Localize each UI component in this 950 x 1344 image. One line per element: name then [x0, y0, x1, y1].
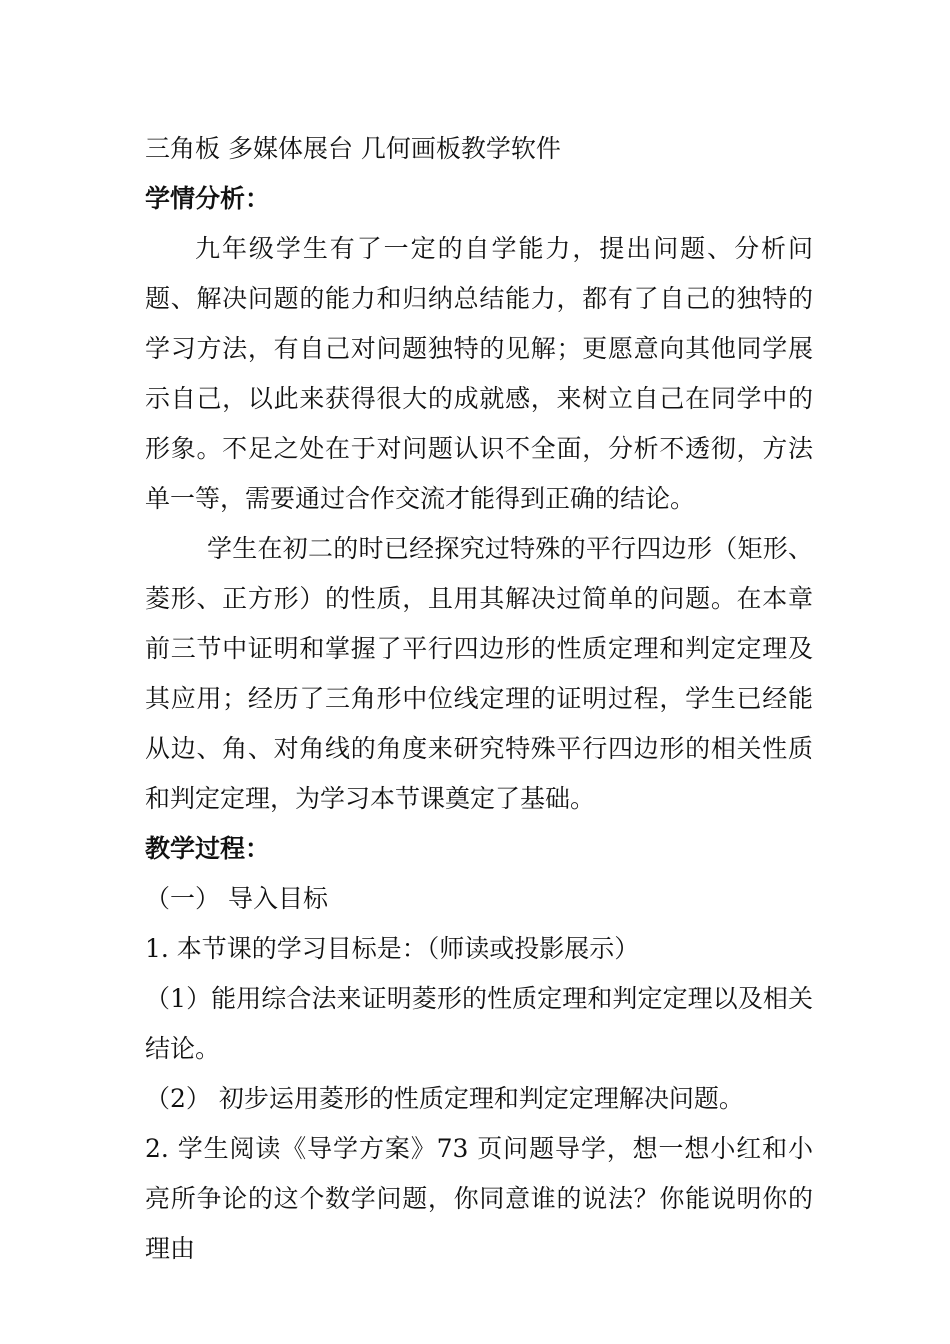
teaching-process-heading: 教学过程：	[145, 834, 271, 863]
learning-analysis-heading: 学情分析：	[145, 184, 271, 213]
item-1-learning-goals: 1. 本节课的学习目标是：（师读或投影展示）	[145, 934, 640, 963]
document-body	[145, 124, 813, 1274]
step-1-title: （一） 导入目标	[145, 884, 328, 913]
goal-1: （1）能用综合法来证明菱形的性质定理和判定定理以及相关结论。	[145, 984, 813, 1063]
learning-analysis-paragraph-1: 九年级学生有了一定的自学能力，提出问题、分析问题、解决问题的能力和归纳总结能力，都有了自己的独特的学习方法，有自己对问题独特的见解；更愿意向其他同学展示自己，以此来获得很大的成就感，来树立自己在同学中的形象。不足之处在于对问题认识不全面，分析不透彻，方法单一等，需要通过合作交流才能得到正确的结论。	[145, 234, 813, 513]
item-2-reading-task: 2. 学生阅读《导学方案》73 页问题导学，想一想小红和小亮所争论的这个数学问题，你同意谁的说法？你能说明你的理由	[145, 1134, 813, 1263]
learning-analysis-paragraph-2: 学生在初二的时已经探究过特殊的平行四边形（矩形、菱形、正方形）的性质，且用其解决过简单的问题。在本章前三节中证明和掌握了平行四边形的性质定理和判定定理及其应用；经历了三角形中位线定理的证明过程，学生已经能从边、角、对角线的角度来研究特殊平行四边形的相关性质和判定定理，为学习本节课奠定了基础。	[145, 534, 813, 813]
goal-2: （2） 初步运用菱形的性质定理和判定定理解决问题。	[145, 1084, 744, 1113]
materials-line: 三角板 多媒体展台 几何画板教学软件	[145, 134, 561, 163]
